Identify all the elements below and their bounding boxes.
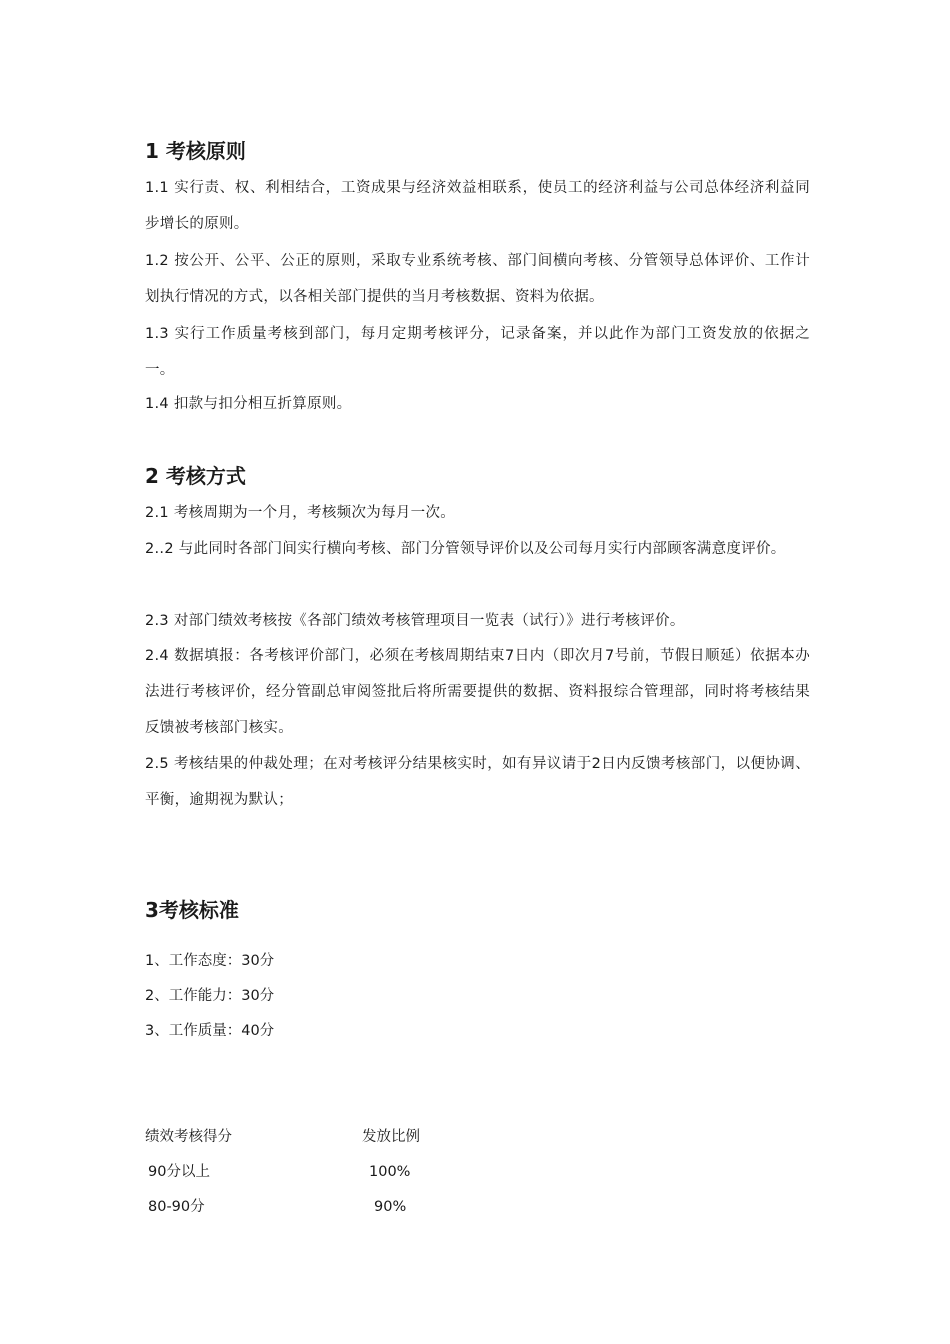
section-2-paragraph-2: 2..2 与此同时各部门间实行横向考核、部门分管领导评价以及公司每月实行内部顾客满意度评价。 (145, 541, 786, 557)
standard-item: 3、工作质量：40分 (145, 1023, 275, 1039)
section-2-paragraph-4: 2.4 数据填报：各考核评价部门，必须在考核周期结束7日内（即次月7号前，节假日顺延）依据本办法进行考核评价，经分管副总审阅签批后将所需要提供的数据、资料报综合管理部，同时将考核结果反馈被考核部门核实。 (145, 648, 810, 736)
section-2-paragraph-5: 2.5 考核结果的仲裁处理；在对考核评分结果核实时，如有异议请于2日内反馈考核部门，以便协调、平衡，逾期视为默认； (145, 756, 810, 808)
table-header-ratio: 发放比例 (362, 1129, 420, 1145)
table-cell-ratio: 100% (369, 1164, 411, 1180)
section-1-heading: 1 考核原则 (145, 139, 246, 163)
standard-item: 1、工作态度：30分 (145, 953, 275, 969)
table-cell-score: 80-90分 (148, 1199, 205, 1215)
section-1-paragraph-2: 1.2 按公开、公平、公正的原则，采取专业系统考核、部门间横向考核、分管领导总体评价、工作计划执行情况的方式，以各相关部门提供的当月考核数据、资料为依据。 (145, 253, 810, 305)
section-2-paragraph-3: 2.3 对部门绩效考核按《各部门绩效考核管理项目一览表（试行）》进行考核评价。 (145, 613, 685, 629)
section-2-paragraph-1: 2.1 考核周期为一个月，考核频次为每月一次。 (145, 505, 456, 521)
table-header-score: 绩效考核得分 (145, 1129, 232, 1145)
section-1-paragraph-4: 1.4 扣款与扣分相互折算原则。 (145, 396, 352, 412)
section-1-paragraph-3: 1.3 实行工作质量考核到部门，每月定期考核评分，记录备案，并以此作为部门工资发放的依据之一。 (145, 326, 810, 378)
table-cell-ratio: 90% (374, 1199, 407, 1215)
section-1-paragraph-1: 1.1 实行责、权、利相结合，工资成果与经济效益相联系，使员工的经济利益与公司总体经济利益同步增长的原则。 (145, 180, 810, 232)
section-2-heading: 2 考核方式 (145, 464, 246, 488)
standard-item: 2、工作能力：30分 (145, 988, 275, 1004)
table-cell-score: 90分以上 (148, 1164, 210, 1180)
section-3-heading: 3考核标准 (145, 898, 239, 922)
